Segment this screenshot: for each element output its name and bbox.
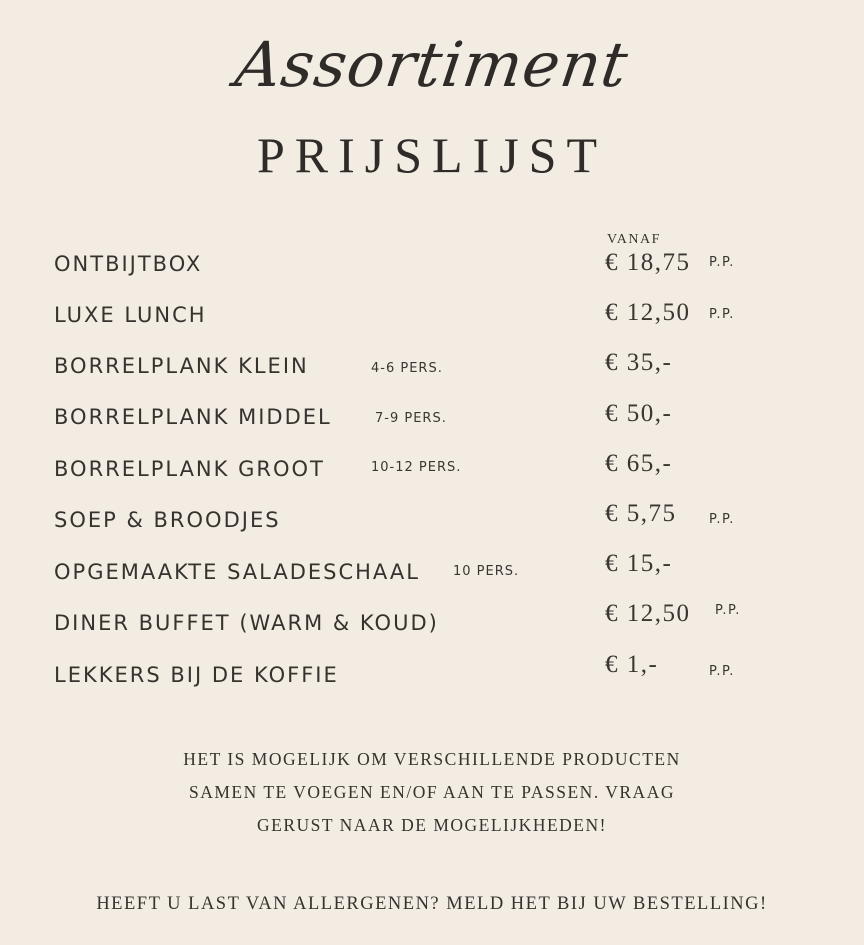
item-pers: 7-9 PERS. (375, 411, 447, 426)
item-price: € 65,- (605, 450, 673, 477)
item-unit: P.P. (709, 664, 735, 679)
item-pers: 10-12 PERS. (371, 460, 462, 475)
item-price: € 50,- (605, 400, 673, 427)
item-name: OPGEMAAKTE SALADESCHAAL (54, 560, 420, 584)
info-note (0, 743, 864, 842)
item-price: € 12,50 (605, 299, 691, 326)
item-unit: P.P. (709, 512, 735, 527)
info-note-line: GERUST NAAR DE MOGELIJKHEDEN! (257, 815, 607, 835)
item-unit: P.P. (709, 255, 735, 270)
item-price: € 15,- (605, 550, 673, 577)
info-note-line: HET IS MOGELIJK OM VERSCHILLENDE PRODUCTEN (183, 749, 681, 769)
item-name: SOEP & BROODJES (54, 508, 281, 532)
item-name: BORRELPLANK MIDDEL (54, 405, 332, 429)
page-title: PRIJSLIJST (256, 127, 608, 183)
price-header: VANAF (607, 232, 661, 247)
item-name: LUXE LUNCH (54, 303, 207, 327)
item-price: € 18,75 (605, 249, 691, 276)
item-pers: 10 PERS. (453, 564, 520, 579)
item-pers: 4-6 PERS. (371, 361, 443, 376)
item-name: ONTBIJTBOX (54, 252, 203, 276)
item-name: BORRELPLANK KLEIN (54, 354, 309, 378)
item-name: DINER BUFFET (WARM & KOUD) (54, 611, 439, 635)
allergen-note: HEEFT U LAST VAN ALLERGENEN? MELD HET BIJ UW BESTELLING! (96, 894, 768, 914)
item-unit: P.P. (709, 307, 735, 322)
item-price: € 5,75 (605, 500, 677, 527)
item-name: LEKKERS BIJ DE KOFFIE (54, 663, 339, 687)
script-title: Assortiment (231, 28, 633, 101)
item-price: € 1,- (605, 651, 659, 678)
item-price: € 12,50 (605, 600, 691, 627)
item-unit: P.P. (715, 603, 741, 618)
item-name: BORRELPLANK GROOT (54, 457, 325, 481)
item-price: € 35,- (605, 349, 673, 376)
info-note-line: SAMEN TE VOEGEN EN/OF AAN TE PASSEN. VRAAG (189, 782, 675, 802)
